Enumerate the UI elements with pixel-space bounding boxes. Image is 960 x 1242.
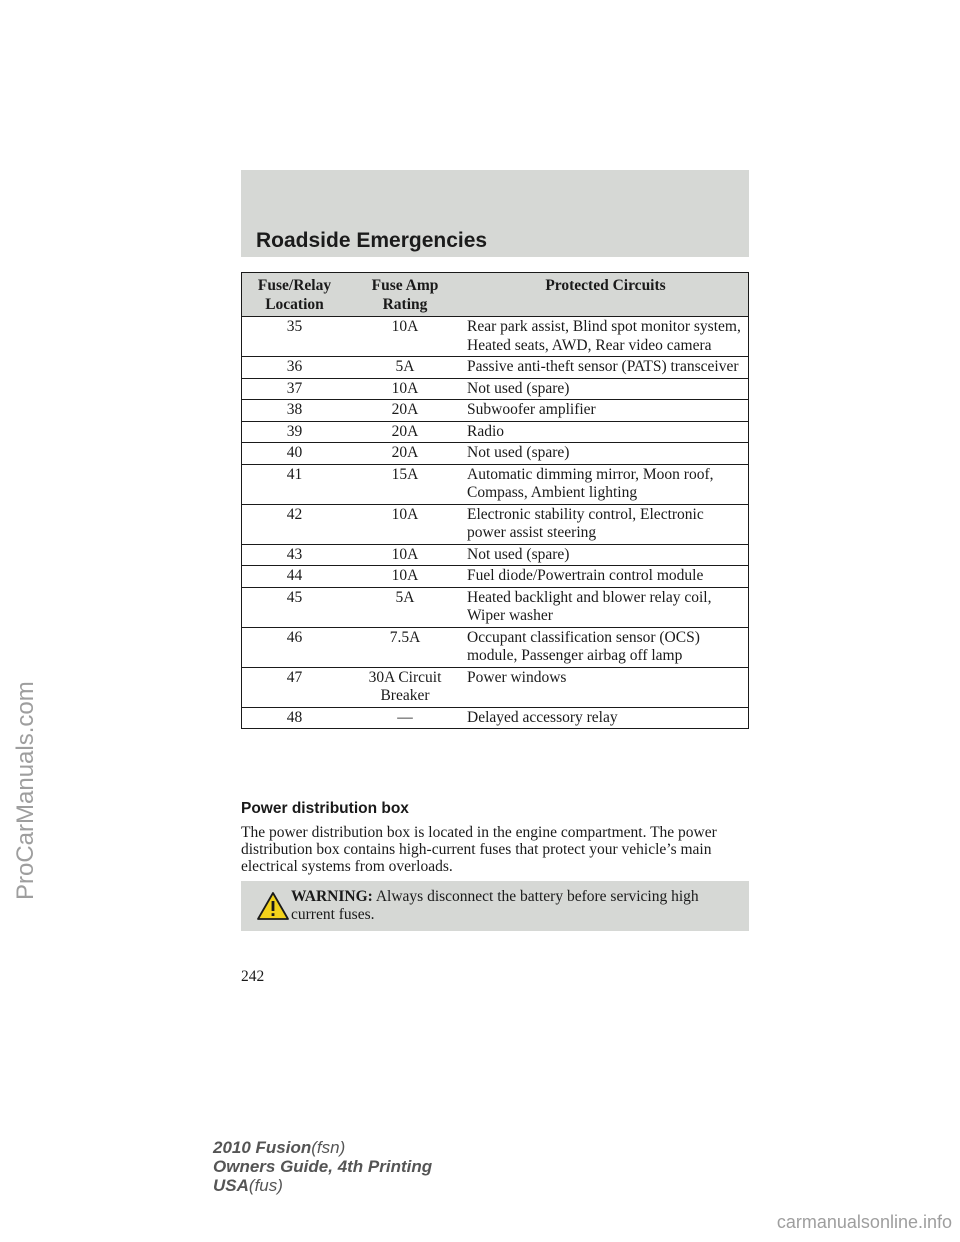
warning-text-block [291,888,739,924]
cell-amp-rating: 15A [347,464,463,504]
cell-location: 41 [242,464,348,504]
cell-protected-circuits: Fuel diode/Powertrain control module [463,566,749,588]
warning-message: Always disconnect the battery before servicing high current fuses. [291,888,699,923]
table-row [242,566,749,588]
footer-market: USA [213,1176,249,1195]
cell-location: 36 [242,357,348,379]
cell-amp-rating: — [347,707,463,729]
table-row [242,464,749,504]
cell-amp-rating: 10A [347,504,463,544]
power-distribution-heading: Power distribution box [241,800,409,817]
table-row [242,667,749,707]
table-row [242,707,749,729]
side-watermark: ProCarManuals.com [12,681,39,900]
table-row [242,317,749,357]
cell-protected-circuits: Passive anti-theft sensor (PATS) transceiver [463,357,749,379]
cell-amp-rating: 5A [347,587,463,627]
table-row [242,421,749,443]
cell-protected-circuits: Not used (spare) [463,443,749,465]
cell-protected-circuits: Not used (spare) [463,378,749,400]
cell-location: 35 [242,317,348,357]
footer-model-code: (fsn) [311,1138,346,1157]
cell-amp-rating: 10A [347,317,463,357]
table-row [242,627,749,667]
power-distribution-paragraph: The power distribution box is located in the engine compartment. The power distribution box contains high-current fuses that protect your vehicle’s main electrical systems from overloads. [241,824,717,875]
table-header-row [242,273,749,317]
cell-amp-rating: 30A Circuit Breaker [347,667,463,707]
cell-protected-circuits: Not used (spare) [463,544,749,566]
cell-protected-circuits: Power windows [463,667,749,707]
cell-protected-circuits: Electronic stability control, Electronic power assist steering [463,504,749,544]
warning-triangle-icon [256,891,290,921]
footer-model: 2010 Fusion [213,1138,312,1157]
page-number: 242 [241,968,265,985]
warning-box [241,881,749,931]
cell-location: 37 [242,378,348,400]
fuse-table-body [242,317,749,729]
cell-location: 40 [242,443,348,465]
footer-printing: Owners Guide, 4th Printing [213,1157,433,1176]
footer-market-code: (fus) [248,1176,283,1195]
table-row [242,544,749,566]
cell-amp-rating: 10A [347,544,463,566]
cell-amp-rating: 20A [347,421,463,443]
table-row [242,443,749,465]
cell-amp-rating: 7.5A [347,627,463,667]
cell-protected-circuits: Subwoofer amplifier [463,400,749,422]
table-row [242,357,749,379]
cell-protected-circuits: Automatic dimming mirror, Moon roof, Compass, Ambient lighting [463,464,749,504]
cell-protected-circuits: Delayed accessory relay [463,707,749,729]
fuse-table [241,272,749,729]
document-footer [213,1138,432,1195]
cell-amp-rating: 20A [347,400,463,422]
column-header-location: Fuse/Relay Location [242,273,348,317]
cell-amp-rating: 5A [347,357,463,379]
table-row [242,378,749,400]
cell-location: 42 [242,504,348,544]
warning-label: WARNING: [291,888,373,905]
cell-amp-rating: 10A [347,378,463,400]
cell-amp-rating: 20A [347,443,463,465]
cell-location: 46 [242,627,348,667]
table-row [242,504,749,544]
table-row [242,587,749,627]
column-header-amp-rating: Fuse Amp Rating [347,273,463,317]
cell-protected-circuits: Rear park assist, Blind spot monitor system, Heated seats, AWD, Rear video camera [463,317,749,357]
cell-location: 44 [242,566,348,588]
cell-protected-circuits: Radio [463,421,749,443]
cell-location: 45 [242,587,348,627]
cell-location: 43 [242,544,348,566]
cell-protected-circuits: Occupant classification sensor (OCS) module, Passenger airbag off lamp [463,627,749,667]
cell-location: 47 [242,667,348,707]
cell-location: 48 [242,707,348,729]
cell-protected-circuits: Heated backlight and blower relay coil, Wiper washer [463,587,749,627]
cell-amp-rating: 10A [347,566,463,588]
cell-location: 39 [242,421,348,443]
column-header-protected-circuits: Protected Circuits [463,273,749,317]
table-row [242,400,749,422]
cell-location: 38 [242,400,348,422]
section-title: Roadside Emergencies [256,229,488,252]
bottom-watermark: carmanualsonline.info [776,1212,952,1232]
